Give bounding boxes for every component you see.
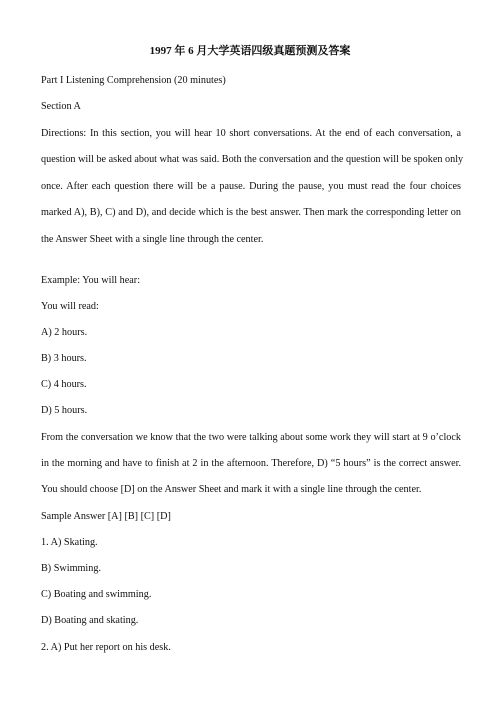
explanation-line-3: You should choose [D] on the Answer Sheet and mark it with a single line through the center.	[41, 484, 422, 495]
question-1-option-d: D) Boating and skating.	[41, 615, 139, 626]
part-heading: Part I Listening Comprehension (20 minutes)	[41, 75, 226, 86]
directions-line-4: marked A), B), C) and D), and decide which is the best answer. Then mark the corresponding letter on	[41, 207, 461, 218]
example-hear: Example: You will hear:	[41, 275, 141, 286]
directions-line-1: Directions: In this section, you will hear 10 short conversations. At the end of each conversation, a	[41, 128, 461, 139]
explanation-line-1: From the conversation we know that the two were talking about some work they will start at 9 o’clock	[41, 432, 461, 443]
directions-line-3: once. After each question there will be a pause. During the pause, you must read the four choices	[41, 181, 461, 192]
section-heading: Section A	[41, 101, 81, 112]
sample-answer: Sample Answer [A] [B] [C] [D]	[41, 511, 171, 522]
example-option-c: C) 4 hours.	[41, 379, 87, 390]
question-1-option-a: 1. A) Skating.	[41, 537, 98, 548]
example-option-a: A) 2 hours.	[41, 327, 88, 338]
document-title: 1997 年 6 月大学英语四级真题预测及答案	[149, 45, 351, 57]
question-1-option-b: B) Swimming.	[41, 563, 102, 574]
explanation-line-2: in the morning and have to finish at 2 in the afternoon. Therefore, D) “5 hours” is the correct answer.	[41, 458, 461, 469]
question-2-option-a: 2. A) Put her report on his desk.	[41, 642, 171, 653]
example-option-d: D) 5 hours.	[41, 405, 88, 416]
directions-line-5: the Answer Sheet with a single line through the center.	[41, 234, 264, 245]
question-1-option-c: C) Boating and swimming.	[41, 589, 152, 600]
example-option-b: B) 3 hours.	[41, 353, 87, 364]
example-read: You will read:	[41, 301, 99, 312]
directions-line-2: question will be asked about what was said. Both the conversation and the question will be spoken only	[41, 154, 464, 165]
